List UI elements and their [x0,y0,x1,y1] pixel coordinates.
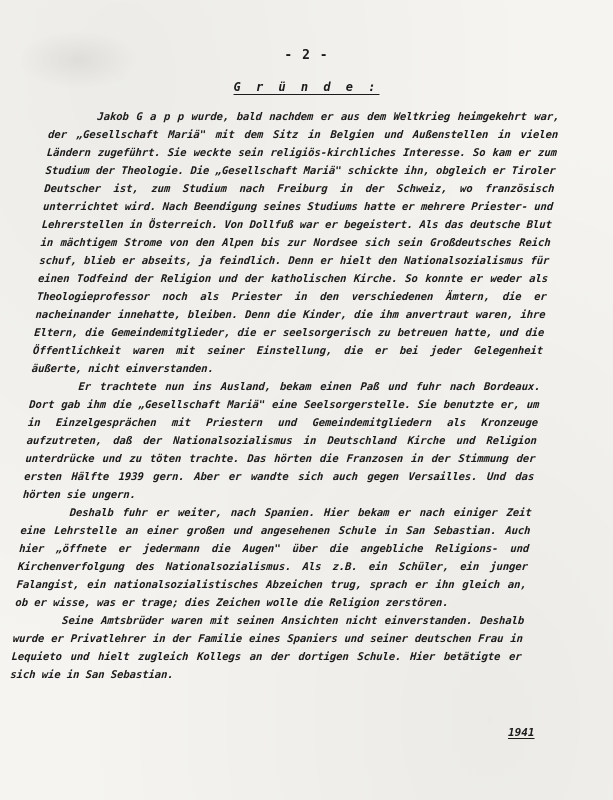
paragraph: Er trachtete nun ins Ausland, bekam einen Paß und fuhr nach Bordeaux. Dort gab ihm die „Gesellschaft Mariä" eine Seelsorgerstelle. Sie benutzte er, um in Einzelgesprächen mit Priestern und Gemeindemitgliedern als Kronzeuge aufzutreten, daß der Nationalsozialismus in Deutschland Kirche und Religion unterdrücke und zu töten trachte. Das hörten die Franzosen in der Stimmung der ersten Hälfte 1939 gern. Aber er wandte sich auch gegen Versailles. Und das hörten sie ungern. [22,381,541,501]
section-heading-text: G r ü n d e : [233,80,380,94]
paragraph: Jakob G a p p wurde, bald nachdem er aus dem Weltkrieg heimgekehrt war, der „Gesellschaft Mariä" mit dem Sitz in Belgien und Außenstellen in vielen Ländern zugeführt. Sie weckte sein religiös-kirchliches Interesse. So kam er zum Studium der Theologie. Die „Gesellschaft Mariä" schickte ihn, obgleich er Tiroler Deutscher ist, zum Studium nach Freiburg in der Schweiz, wo französisch unterrichtet wird. Nach Beendigung seines Studiums hatte er mehrere Priester- und Lehrerstellen in Österreich. Von Dollfuß war er begeistert. Als das deutsche Blut in mächtigem Strome von den Alpen bis zur Nordsee sich sein Großdeutsches Reich schuf, blieb er abseits, ja feindlich. Denn er hielt den Nationalsozialismus für einen Todfeind der Religion und der katholischen Kirche. So konnte er weder als Theologieprofessor noch als Priester in den verschiedenen Ämtern, die er nacheinander innehatte, bleiben. Denn die Kinder, die ihm anvertraut waren, ihre Eltern, die Gemeindemitglieder, die er seelsorgerisch zu betreuen hatte, und die Öffentlichkeit waren mit seiner Einstellung, die er bei jeder Gelegenheit äußerte, nicht einverstanden. [31,111,560,375]
footer-year: 1941 [508,726,535,739]
document-body [10,108,560,684]
paragraph: Deshalb fuhr er weiter, nach Spanien. Hier bekam er nach einiger Zeit eine Lehrstelle an einer großen und angesehenen Schule in San Sebastian. Auch hier „öffnete er jedermann die Augen" über die angebliche Religions- und Kirchenverfolgung des Nationalsozialismus. Als z.B. ein Schüler, ein junger Falangist, ein nationalsozialistisches Abzeichen trug, sprach er ihn gleich an, ob er wisse, was er trage; dies Zeichen wolle die Religion zerstören. [14,507,533,609]
paragraph: Seine Amtsbrüder waren mit seinen Ansichten nicht einverstanden. Deshalb wurde er Privatlehrer in der Familie eines Spaniers und seiner deutschen Frau in Lequieto und hielt zugleich Kollegs an der dortigen Schule. Hier betätigte er sich wie in San Sebastian. [9,615,525,681]
page-number: - 2 - [284,48,329,63]
section-heading [0,80,613,94]
